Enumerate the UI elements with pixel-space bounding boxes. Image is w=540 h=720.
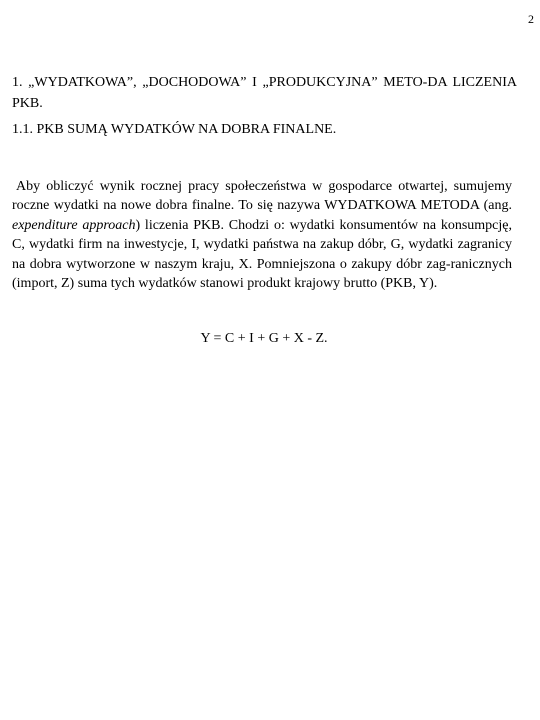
italic-term: expenditure approach xyxy=(12,217,136,233)
gdp-formula: Y = C + I + G + X - Z. xyxy=(200,331,328,346)
paragraph-text-end: ) liczenia PKB. Chodzi o: wydatki konsumentów na konsumpcję, C, wydatki firm na inwestycje, I, wydatki państwa na zakup dóbr, G, wydatki zagranicy na dobra wytworzone w naszym kraju, X. Pomniejszona o zakupy dóbr zag-ranicznych (import, Z) suma tych wydatków stanowi produkt krajowy brutto (PKB, Y). xyxy=(12,217,512,292)
page-number: 2 xyxy=(528,12,534,26)
section-heading: 1. „WYDATKOWA”, „DOCHODOWA” I „PRODUKCYJNA” METO-DA LICZENIA PKB. xyxy=(12,75,517,111)
body-paragraph xyxy=(12,177,512,293)
paragraph-text-start: Aby obliczyć wynik rocznej pracy społeczeństwa w gospodarce otwartej, sumujemy roczne wydatki na nowe dobra finalne. To się nazywa WYDATKOWA METODA (ang. xyxy=(12,179,512,214)
subsection-heading: 1.1. PKB SUMĄ WYDATKÓW NA DOBRA FINALNE. xyxy=(12,122,337,137)
